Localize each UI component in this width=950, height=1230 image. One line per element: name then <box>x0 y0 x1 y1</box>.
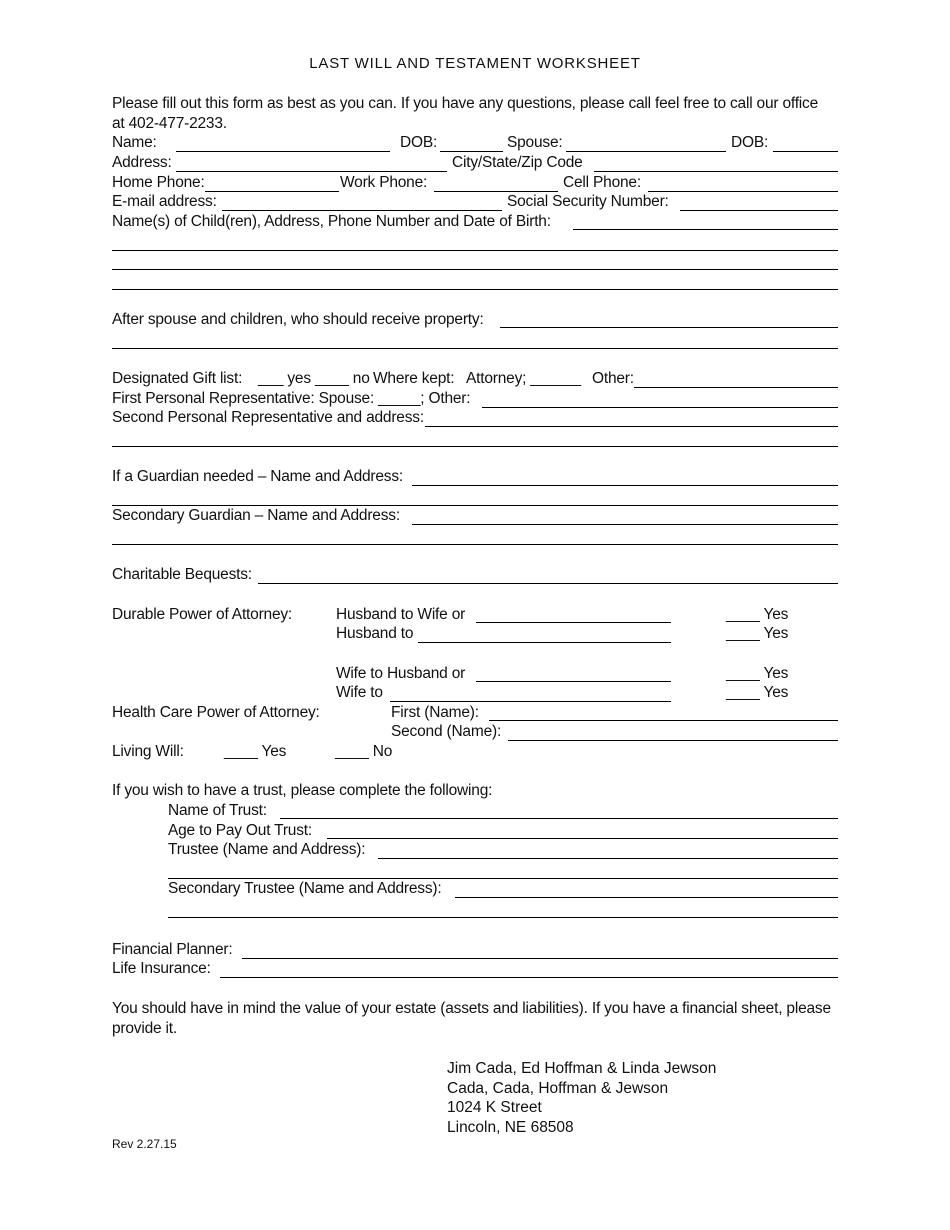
trust-age-label: Age to Pay Out Trust: <box>168 822 312 839</box>
home-phone-label: Home Phone: <box>112 174 205 191</box>
dpoa-field[interactable] <box>476 681 671 682</box>
cell-phone-field[interactable] <box>648 191 838 192</box>
dpoa-yes[interactable]: ____ Yes <box>726 684 789 701</box>
property-field[interactable] <box>500 327 838 328</box>
dpoa-yes[interactable]: ____ Yes <box>726 606 789 623</box>
hcpoa-label: Health Care Power of Attorney: <box>112 704 320 721</box>
gift-other-label: Other: <box>592 370 634 387</box>
spouse-field[interactable] <box>566 151 726 152</box>
hcpoa-second-field[interactable] <box>508 740 838 741</box>
hcpoa-second-label: Second (Name): <box>391 723 502 740</box>
secondary-trustee-line[interactable] <box>168 917 838 918</box>
first-rep-field[interactable] <box>482 407 838 408</box>
gift-label: Designated Gift list: <box>112 370 243 387</box>
firm-street: 1024 K Street <box>447 1099 542 1116</box>
dpoa-row-label: Wife to Husband or <box>336 665 466 682</box>
children-line[interactable] <box>112 289 838 290</box>
city-label: City/State/Zip Code <box>452 154 583 171</box>
dpoa-row-label: Husband to Wife or <box>336 606 466 623</box>
dpoa-row-label: Husband to <box>336 625 414 642</box>
secondary-trustee-field[interactable] <box>455 897 838 898</box>
firm-city: Lincoln, NE 68508 <box>447 1118 574 1136</box>
ssn-label: Social Security Number: <box>507 193 669 210</box>
gift-where-label: Where kept: <box>373 370 455 387</box>
address-field[interactable] <box>176 171 447 172</box>
secondary-trustee-label: Secondary Trustee (Name and Address): <box>168 880 442 897</box>
firm-address-block <box>447 1059 716 1137</box>
financial-planner-label: Financial Planner: <box>112 941 233 958</box>
name-field[interactable] <box>176 151 390 152</box>
spouse-dob-field[interactable] <box>773 151 838 152</box>
trust-name-field[interactable] <box>280 818 838 819</box>
dpoa-row-label: Wife to <box>336 684 383 701</box>
charitable-field[interactable] <box>258 583 838 584</box>
dpoa-field[interactable] <box>390 701 671 702</box>
revision-label: Rev 2.27.15 <box>112 1137 177 1151</box>
children-line[interactable] <box>112 269 838 270</box>
intro-text: Please fill out this form as best as you can. If you have any questions, please call feel free to call our office at 402-477-2233. <box>112 95 819 132</box>
dpoa-label: Durable Power of Attorney: <box>112 606 293 623</box>
living-will-label: Living Will: <box>112 743 184 760</box>
gift-attorney-option[interactable]: Attorney; ______ <box>466 370 581 387</box>
financial-planner-field[interactable] <box>242 958 838 959</box>
gift-yes-no[interactable]: ___ yes ____ no <box>258 370 370 387</box>
trust-age-field[interactable] <box>327 838 838 839</box>
property-label: After spouse and children, who should receive property: <box>112 311 484 328</box>
address-label: Address: <box>112 154 172 171</box>
page-title: LAST WILL AND TESTAMENT WORKSHEET <box>309 55 641 72</box>
work-phone-label: Work Phone: <box>340 174 428 191</box>
children-label: Name(s) of Child(ren), Address, Phone Number and Date of Birth: <box>112 213 551 230</box>
secondary-guardian-field[interactable] <box>412 524 838 525</box>
email-field[interactable] <box>222 210 502 211</box>
life-insurance-label: Life Insurance: <box>112 960 211 977</box>
trustee-label: Trustee (Name and Address): <box>168 841 366 858</box>
firm-attorneys: Jim Cada, Ed Hoffman & Linda Jewson <box>447 1060 717 1077</box>
dpoa-yes[interactable]: ____ Yes <box>726 625 789 642</box>
first-rep-label: First Personal Representative: Spouse: _____; Other: <box>112 390 471 407</box>
name-label: Name: <box>112 134 157 151</box>
dob-label: DOB: <box>400 134 438 151</box>
guardian-label: If a Guardian needed – Name and Address: <box>112 468 404 485</box>
secondary-guardian-label: Secondary Guardian – Name and Address: <box>112 507 400 524</box>
dpoa-yes[interactable]: ____ Yes <box>726 665 789 682</box>
estate-note: You should have in mind the value of your estate (assets and liabilities). If you have a financial sheet, please provide it. <box>112 1000 831 1037</box>
children-line[interactable] <box>112 250 838 251</box>
second-rep-label: Second Personal Representative and address: <box>112 409 424 426</box>
dpoa-field[interactable] <box>476 622 671 623</box>
cell-phone-label: Cell Phone: <box>563 174 641 191</box>
life-insurance-field[interactable] <box>220 977 838 978</box>
firm-name: Cada, Cada, Hoffman & Jewson <box>447 1079 669 1097</box>
charitable-label: Charitable Bequests: <box>112 566 252 583</box>
gift-other-field[interactable] <box>634 387 838 388</box>
second-rep-field[interactable] <box>425 426 838 427</box>
trust-intro: If you wish to have a trust, please complete the following: <box>112 782 493 799</box>
children-field[interactable] <box>573 229 838 230</box>
ssn-field[interactable] <box>680 210 838 211</box>
dob-field[interactable] <box>440 151 503 152</box>
guardian-field[interactable] <box>412 485 838 486</box>
dpoa-field[interactable] <box>418 642 671 643</box>
home-phone-field[interactable] <box>205 191 339 192</box>
living-will-no[interactable]: ____ No <box>335 743 393 760</box>
hcpoa-first-label: First (Name): <box>391 704 479 721</box>
hcpoa-first-field[interactable] <box>489 720 838 721</box>
second-rep-line[interactable] <box>112 446 838 447</box>
city-field[interactable] <box>594 171 838 172</box>
email-label: E-mail address: <box>112 193 217 210</box>
spouse-label: Spouse: <box>507 134 563 151</box>
property-line[interactable] <box>112 348 838 349</box>
living-will-yes[interactable]: ____ Yes <box>224 743 287 760</box>
trustee-field[interactable] <box>378 858 838 859</box>
secondary-guardian-line[interactable] <box>112 544 838 545</box>
spouse-dob-label: DOB: <box>731 134 769 151</box>
trust-name-label: Name of Trust: <box>168 802 267 819</box>
